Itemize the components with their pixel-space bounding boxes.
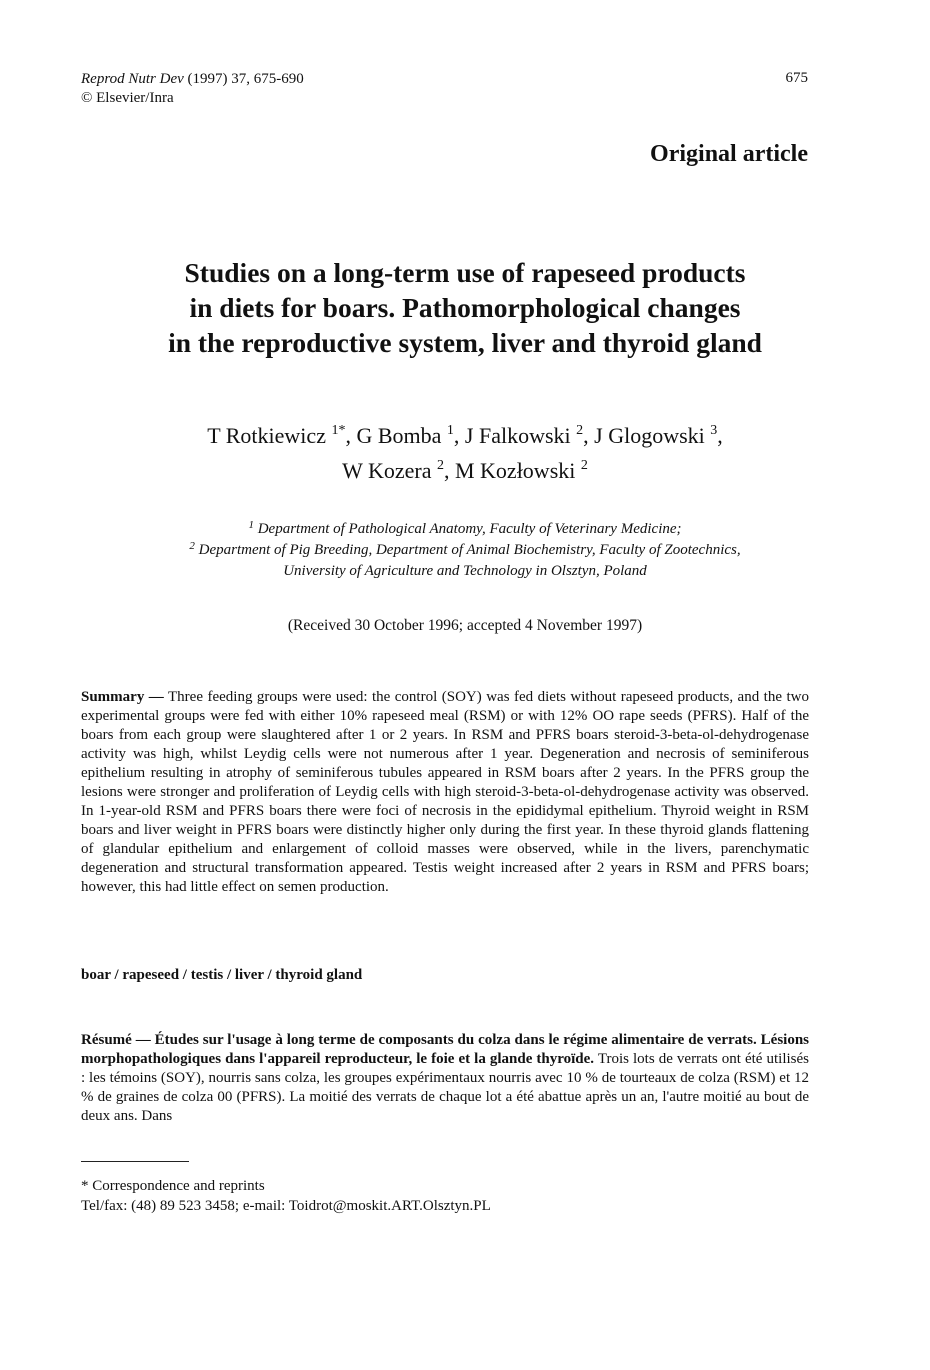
author-name: J Glogowski	[594, 423, 705, 448]
resume-paragraph	[81, 1031, 809, 1126]
author-affiliation-mark: 3	[710, 423, 718, 438]
author-separator: ,	[717, 423, 723, 448]
author-list	[60, 418, 870, 488]
author-name: J Falkowski	[464, 423, 571, 448]
summary-label: Summary —	[81, 689, 164, 705]
author-separator: ,	[345, 423, 357, 448]
affiliation-line: University of Agriculture and Technology in Olsztyn, Poland	[283, 563, 647, 579]
author-separator: ,	[443, 458, 455, 483]
footnote-contact: Tel/fax: (48) 89 523 3458; e-mail: Toidrot@moskit.ART.Olsztyn.PL	[81, 1198, 491, 1214]
article-type: Original article	[650, 141, 808, 167]
journal-citation	[81, 70, 304, 89]
affiliation-mark: 2	[189, 540, 195, 552]
affiliation-line	[60, 540, 870, 561]
article-title	[60, 255, 870, 360]
author-separator: ,	[583, 423, 595, 448]
author-affiliation-mark: 2	[576, 423, 584, 438]
author-separator: ,	[453, 423, 465, 448]
author-name: T Rotkiewicz	[207, 423, 326, 448]
title-line: in the reproductive system, liver and thyroid gland	[168, 327, 762, 358]
received-dates: (Received 30 October 1996; accepted 4 November 1997)	[287, 617, 643, 634]
resume-label: Résumé — Études sur l'usage à long terme de composants du colza dans le régime alimentaire de verrats. Lésions morphopathologiques dans l'appareil reproducteur, le foie et la glande thyroïde.	[81, 1032, 809, 1067]
author-affiliation-mark: 1*	[331, 423, 346, 438]
footnote	[81, 1176, 491, 1216]
title-line: Studies on a long-term use of rapeseed products	[184, 257, 746, 288]
author-line	[60, 453, 870, 488]
author-line	[60, 418, 870, 453]
author-affiliation-mark: 2	[436, 458, 444, 473]
affiliation-mark: 1	[248, 519, 254, 531]
journal-header	[81, 70, 304, 108]
publisher: © Elsevier/Inra	[81, 90, 174, 106]
summary-paragraph	[81, 688, 809, 897]
author-name: W Kozera	[342, 458, 432, 483]
summary-text: Three feeding groups were used: the control (SOY) was fed diets without rapeseed products, and the two experimental groups were fed with either 10% rapeseed meal (RSM) or with 12% OO rape seeds (PFRS). Half of the boars from each group were slaughtered after 1 or 2 years. In RSM and PFRS boars steroid-3-beta-ol-dehydrogenase activity was high, whilst Leydig cells were not numerous after 1 year. Degeneration and necrosis of seminiferous epithelium resulting in atrophy of seminiferous tubules appeared in RSM boars after 2 years. In the PFRS group the lesions were stronger and proliferation of Leydig cells with high steroid-3-beta-ol-dehydrogenase activity was observed. In 1-year-old RSM and PFRS boars there were foci of necrosis in the epididymal epithelium. Thyroid weight in RSM boars and liver weight in PFRS boars were distinctly higher only during the first year. In these thyroid glands flattening of glandular epithelium and enlargement of colloid masses were observed, while in the livers, parenchymatic degeneration and structural transformation appeared. Testis weight increased after 2 years in RSM and PFRS boars; however, this had little effect on semen production.	[81, 689, 809, 895]
affiliation-line	[60, 519, 870, 540]
page-number: 675	[785, 70, 808, 86]
resume-text: Trois lots de verrats ont été utilisés : les témoins (SOY), nourris sans colza, les groupes expérimentaux nourris avec 10 % de tourteaux de colza (RSM) et 12 % de graines de colza 00 (PFRS). La moitié des verrats de chaque lot a été abattue après un an, l'autre moitié au bout de deux ans. Dans	[81, 1051, 809, 1124]
affiliation-text: Department of Pathological Anatomy, Faculty of Veterinary Medicine;	[253, 521, 682, 537]
affiliation-text: Department of Pig Breeding, Department of Animal Biochemistry, Faculty of Zootechnics,	[194, 542, 741, 558]
author-name: M Kozłowski	[454, 458, 576, 483]
journal-name: Reprod Nutr Dev	[81, 71, 184, 87]
affiliations	[60, 519, 870, 582]
footnote-divider	[81, 1161, 189, 1162]
author-name: G Bomba	[356, 423, 442, 448]
author-affiliation-mark: 2	[580, 458, 588, 473]
keywords: boar / rapeseed / testis / liver / thyroid gland	[81, 967, 363, 983]
title-line: in diets for boars. Pathomorphological changes	[189, 292, 741, 323]
citation-details: (1997) 37, 675-690	[183, 71, 304, 87]
author-affiliation-mark: 1	[446, 423, 454, 438]
footnote-correspondence: * Correspondence and reprints	[81, 1178, 265, 1194]
